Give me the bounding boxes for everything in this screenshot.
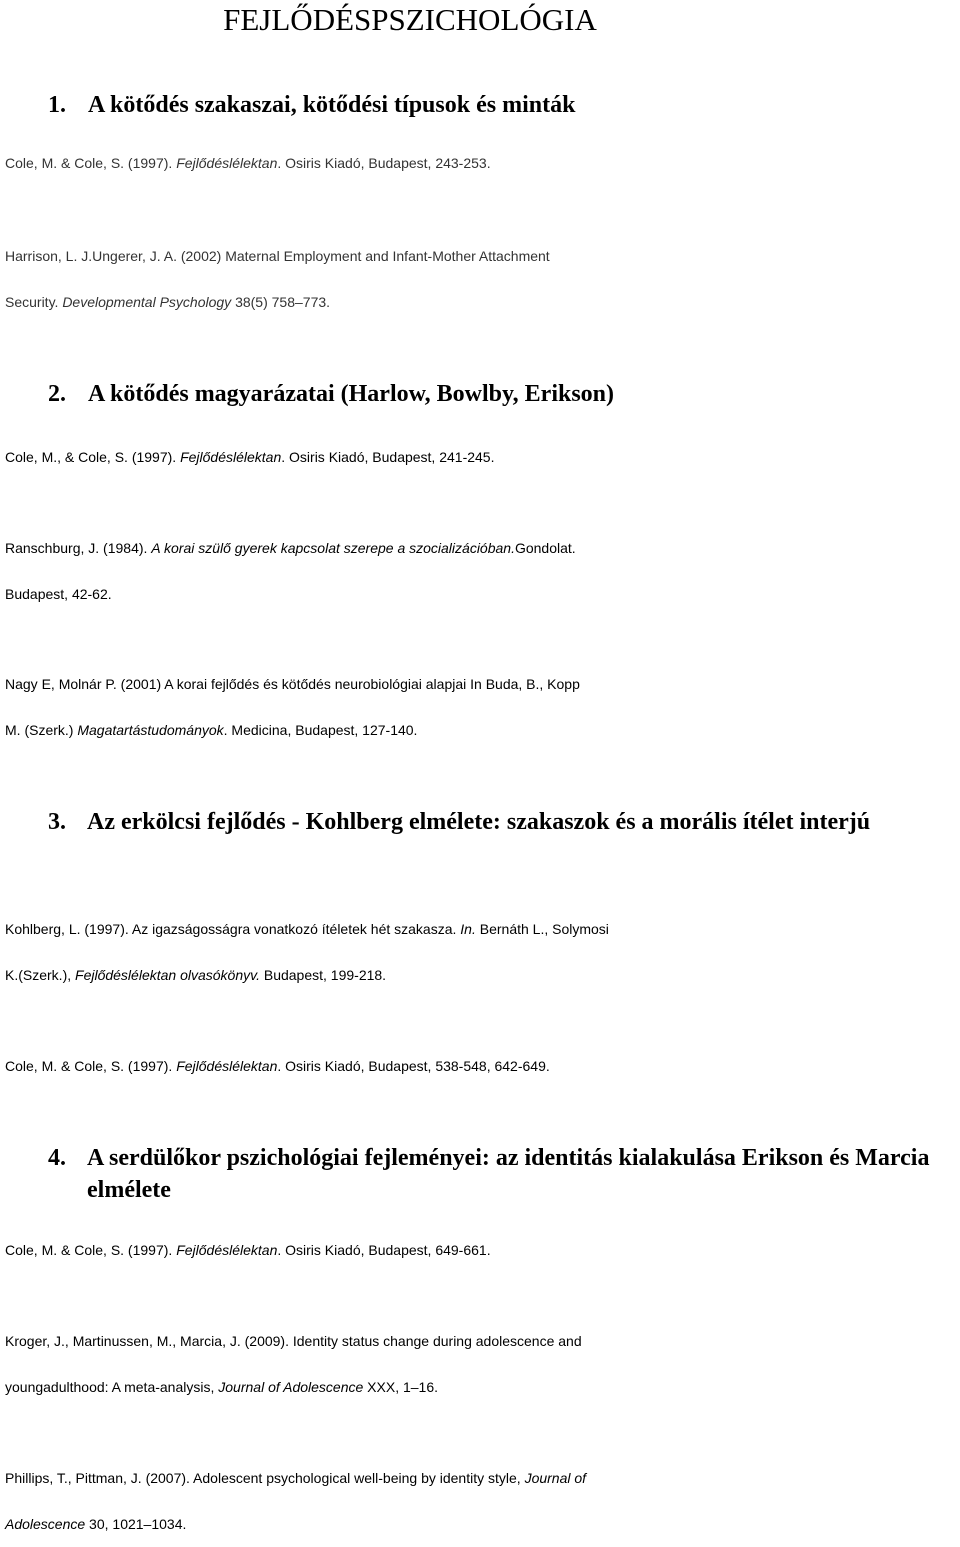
- reference-line: Cole, M. & Cole, S. (1997). Fejlődéslélektan. Osiris Kiadó, Budapest, 538-548, 642-649.: [5, 1058, 550, 1074]
- reference-line: Harrison, L. J.Ungerer, J. A. (2002) Maternal Employment and Infant-Mother Attachment: [5, 248, 550, 264]
- reference-entry: [5, 525, 960, 617]
- section-title: Az erkölcsi fejlődés - Kohlberg elmélete: szakaszok és a morális ítélet interjú: [87, 809, 871, 835]
- reference-entry: [5, 1227, 960, 1273]
- reference-entry: [5, 1455, 960, 1547]
- reference-entry: [5, 233, 960, 325]
- reference-line: Adolescence 30, 1021–1034.: [5, 1516, 187, 1532]
- reference-line: M. (Szerk.) Magatartástudományok. Medicina, Budapest, 127-140.: [5, 722, 418, 738]
- section-title: A kötődés magyarázatai (Harlow, Bowlby, Erikson): [88, 381, 615, 407]
- section-number: 1.: [48, 92, 66, 118]
- reference-line: K.(Szerk.), Fejlődéslélektan olvasókönyv. Budapest, 199-218.: [5, 967, 387, 983]
- section-heading-3: [48, 806, 908, 838]
- reference-entry: [5, 906, 960, 998]
- section-number: 2.: [48, 381, 66, 407]
- reference-line: Kroger, J., Martinussen, M., Marcia, J. (2009). Identity status change during adolescence and: [5, 1333, 582, 1349]
- section-title: A kötődés szakaszai, kötődési típusok és minták: [88, 92, 576, 118]
- reference-line: Cole, M. & Cole, S. (1997). Fejlődéslélektan. Osiris Kiadó, Budapest, 649-661.: [5, 1242, 491, 1258]
- reference-line: Ranschburg, J. (1984). A korai szülő gyerek kapcsolat szerepe a szocializációban.Gondolat.: [5, 540, 576, 556]
- section-heading-4: [48, 1142, 948, 1206]
- reference-line: Budapest, 42-62.: [5, 586, 112, 602]
- reference-entry: [5, 1043, 960, 1089]
- section-heading-2: [48, 378, 928, 410]
- reference-line: Phillips, T., Pittman, J. (2007). Adolescent psychological well-being by identity style, Journal of: [5, 1470, 587, 1486]
- reference-line: youngadulthood: A meta-analysis, Journal of Adolescence XXX, 1–16.: [5, 1379, 439, 1395]
- reference-line: Cole, M. & Cole, S. (1997). Fejlődéslélektan. Osiris Kiadó, Budapest, 243-253.: [5, 155, 491, 171]
- reference-line: Security. Developmental Psychology 38(5) 758–773.: [5, 294, 331, 310]
- document-title: FEJLŐDÉSPSZICHOLÓGIA: [223, 2, 597, 37]
- reference-entry: [5, 434, 960, 480]
- section-heading-1: [48, 89, 928, 121]
- section-title: A serdülőkor pszichológiai fejleményei: az identitás kialakulása Erikson és Marcia elmélete: [87, 1145, 930, 1203]
- section-number: 4.: [48, 1145, 66, 1171]
- reference-entry: [5, 661, 960, 753]
- reference-entry: [5, 140, 960, 186]
- section-number: 3.: [48, 809, 66, 835]
- reference-entry: [5, 1318, 960, 1410]
- reference-line: Cole, M., & Cole, S. (1997). Fejlődéslélektan. Osiris Kiadó, Budapest, 241-245.: [5, 449, 495, 465]
- reference-line: Nagy E, Molnár P. (2001) A korai fejlődés és kötődés neurobiológiai alapjai In Buda, B., Kopp: [5, 676, 580, 692]
- reference-line: Kohlberg, L. (1997). Az igazságosságra vonatkozó ítéletek hét szakasza. In. Bernáth L., Solymosi: [5, 921, 609, 937]
